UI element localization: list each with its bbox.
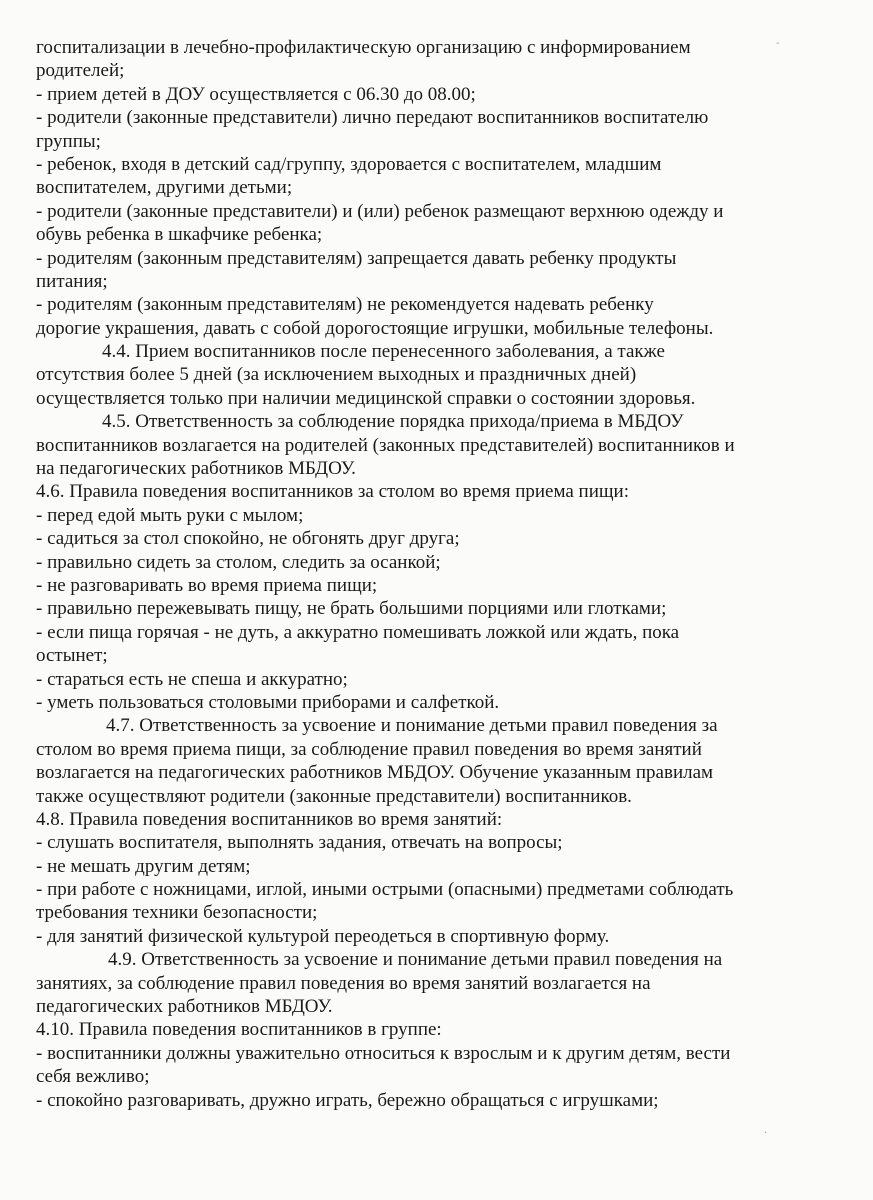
text-line: остынет; xyxy=(36,645,108,667)
list-item: - перед едой мыть руки с мылом; xyxy=(36,504,304,526)
text-line: воспитателем, другими детьми; xyxy=(36,177,293,199)
text-line: питания; xyxy=(36,270,108,292)
text-line: столом во время приема пищи, за соблюдение правил поведения во время занятий xyxy=(36,738,702,760)
text-line: родителей; xyxy=(36,60,125,82)
text-line: занятиях, за соблюдение правил поведения во время занятий возлагается на xyxy=(36,972,651,994)
text-line: воспитанников возлагается на родителей (законных представителей) воспитанников и xyxy=(36,434,735,456)
text-line: госпитализации в лечебно-профилактическую организацию с информированием xyxy=(36,37,691,58)
section-4-6: 4.6. Правила поведения воспитанников за столом во время приема пищи: xyxy=(36,481,629,503)
text-line: дорогие украшения, давать с собой дорогостоящие игрушки, мобильные телефоны. xyxy=(36,317,714,339)
section-4-8: 4.8. Правила поведения воспитанников во время занятий: xyxy=(36,808,503,830)
text-line: осуществляется только при наличии медицинской справки о состоянии здоровья. xyxy=(36,387,696,409)
list-item: - прием детей в ДОУ осуществляется с 06.30 до 08.00; xyxy=(36,83,476,105)
list-item: - садиться за стол спокойно, не обгонять друг друга; xyxy=(36,528,460,550)
text-line: себя вежливо; xyxy=(36,1066,150,1088)
section-4-7: 4.7. Ответственность за усвоение и понимание детьми правил поведения за xyxy=(106,715,718,737)
section-4-4: 4.4. Прием воспитанников после перенесенного заболевания, а также xyxy=(102,341,665,363)
text-line: обувь ребенка в шкафчике ребенка; xyxy=(36,224,323,246)
text-line: отсутствия более 5 дней (за исключением выходных и праздничных дней) xyxy=(36,364,637,386)
text-line: также осуществляют родители (законные представители) воспитанников. xyxy=(36,785,632,807)
list-item: - для занятий физической культурой переодеться в спортивную форму. xyxy=(36,925,610,947)
list-item: - родителям (законным представителям) не рекомендуется надевать ребенку xyxy=(36,294,654,316)
list-item: - родители (законные представители) и (или) ребенок размещают верхнюю одежду и xyxy=(36,200,724,222)
list-item: - уметь пользоваться столовыми приборами и салфеткой. xyxy=(36,691,500,713)
scan-mark: · xyxy=(764,1128,768,1139)
list-item: - если пища горячая - не дуть, а аккуратно помешивать ложкой или ждать, пока xyxy=(36,621,680,643)
text-line: возлагается на педагогических работников МБДОУ. Обучение указанным правилам xyxy=(36,762,714,784)
document-body xyxy=(36,36,826,1112)
list-item: - слушать воспитателя, выполнять задания, отвечать на вопросы; xyxy=(36,832,563,854)
list-item: - ребенок, входя в детский сад/группу, здоровается с воспитателем, младшим xyxy=(36,153,662,175)
text-line: педагогических работников МБДОУ. xyxy=(36,996,333,1018)
text-line: требования техники безопасности; xyxy=(36,902,318,924)
text-line: на педагогических работников МБДОУ. xyxy=(36,458,356,480)
list-item: - родители (законные представители) лично передают воспитанников воспитателю xyxy=(36,107,709,129)
section-4-9: 4.9. Ответственность за усвоение и понимание детьми правил поведения на xyxy=(108,949,723,971)
text-line: группы; xyxy=(36,130,101,152)
section-4-10: 4.10. Правила поведения воспитанников в группе: xyxy=(36,1019,442,1041)
list-item: - родителям (законным представителям) запрещается давать ребенку продукты xyxy=(36,247,677,269)
list-item: - воспитанники должны уважительно относиться к взрослым и к другим детям, вести xyxy=(36,1042,731,1064)
list-item: - правильно пережевывать пищу, не брать большими порциями или глотками; xyxy=(36,598,667,620)
list-item: - не мешать другим детям; xyxy=(36,855,251,877)
list-item: - правильно сидеть за столом, следить за осанкой; xyxy=(36,551,441,573)
section-4-5: 4.5. Ответственность за соблюдение порядка прихода/приема в МБДОУ xyxy=(102,411,684,433)
scan-mark: - xyxy=(776,38,780,49)
list-item: - при работе с ножницами, иглой, иными острыми (опасными) предметами соблюдать xyxy=(36,879,734,901)
list-item: - не разговаривать во время приема пищи; xyxy=(36,574,378,596)
list-item: - стараться есть не спеша и аккуратно; xyxy=(36,668,348,690)
list-item: - спокойно разговаривать, дружно играть, бережно обращаться с игрушками; xyxy=(36,1089,659,1111)
